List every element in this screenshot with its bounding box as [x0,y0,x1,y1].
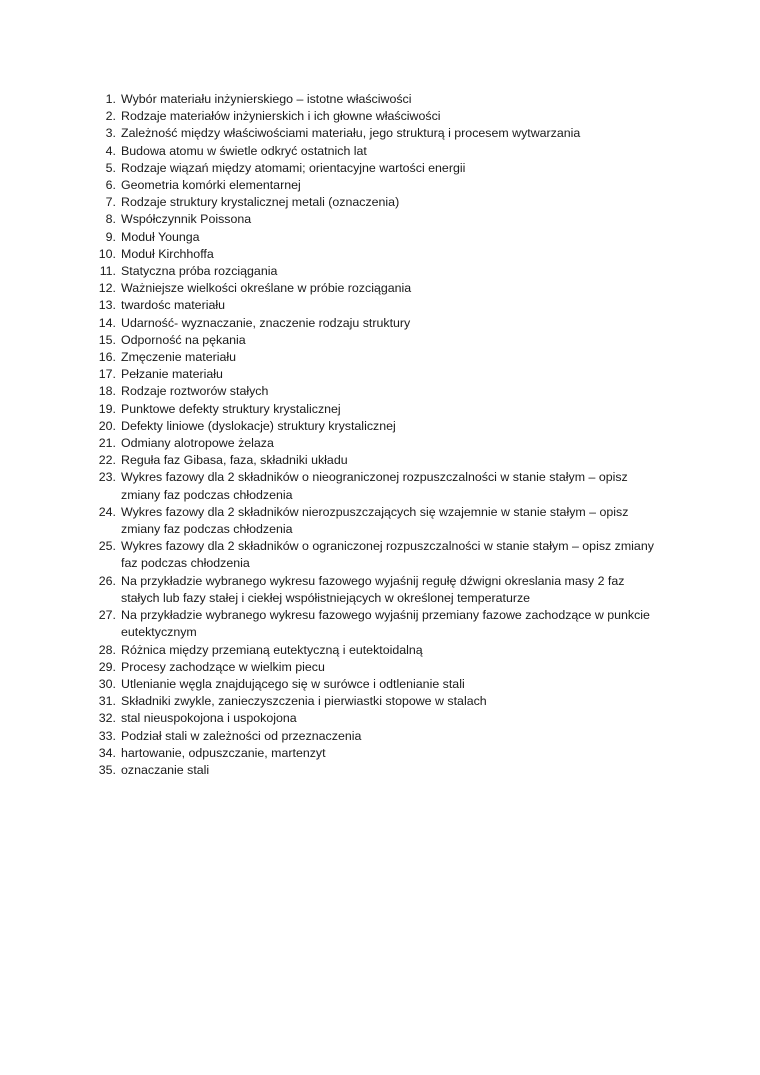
item-number: 22. [98,453,116,468]
item-text: Moduł Kirchhoffa [121,246,214,261]
list-item [94,418,654,435]
item-number: 1. [105,92,116,106]
item-text: Rodzaje wiązań między atomami; orientacyjne wartości energii [121,160,466,175]
item-text: Reguła faz Gibasa, faza, składniki układu [121,453,348,468]
item-number: 24. [98,504,116,519]
item-text: Defekty liniowe (dyslokacje) struktury krystalicznej [121,418,396,433]
list-item [94,659,654,676]
list-item [94,91,654,108]
item-number: 16. [98,350,116,365]
item-number: 13. [98,298,116,313]
list-item [94,642,654,659]
item-text: hartowanie, odpuszczanie, martenzyt [121,745,326,760]
list-item [94,211,654,228]
list-item [94,762,654,779]
item-number: 4. [105,143,116,158]
item-text: Rodzaje roztworów stałych [121,384,269,399]
list-item [94,229,654,246]
item-text: oznaczanie stali [121,762,210,777]
topic-list [94,91,654,779]
item-text: Geometria komórki elementarnej [121,178,301,193]
list-item [94,108,654,125]
list-item [94,194,654,211]
list-item [94,401,654,418]
item-number: 30. [98,676,116,691]
item-text: Utlenianie węgla znajdującego się w surówce i odtlenianie stali [121,676,465,691]
item-number: 32. [98,711,116,726]
list-item [94,504,654,538]
item-number: 19. [98,401,116,416]
item-number: 9. [105,229,116,244]
item-text: Procesy zachodzące w wielkim piecu [121,659,325,674]
item-text: Wykres fazowy dla 2 składników o ograniczonej rozpuszczalności w stanie stałym – opisz zmiany faz podczas chłodzenia [121,539,654,571]
item-text: Budowa atomu w świetle odkryć ostatnich lat [121,143,367,158]
item-number: 11. [99,264,116,279]
item-text: Na przykładzie wybranego wykresu fazowego wyjaśnij regułę dźwigni okreslania masy 2 faz stałych lub fazy stałej i ciekłej współistniejących w określonej temperaturze [121,573,625,605]
list-item [94,676,654,693]
item-text: Podział stali w zależności od przeznaczenia [121,728,362,743]
list-item [94,693,654,710]
item-number: 17. [98,367,116,382]
item-text: Współczynnik Poissona [121,212,252,227]
item-text: Statyczna próba rozciągania [121,264,278,279]
list-item [94,246,654,263]
item-number: 7. [105,195,116,210]
list-item [94,745,654,762]
list-item [94,125,654,142]
list-item [94,349,654,366]
list-item [94,315,654,332]
item-number: 3. [105,126,116,141]
list-item [94,143,654,160]
item-text: Udarność- wyznaczanie, znaczenie rodzaju struktury [121,315,411,330]
item-number: 23. [98,470,116,485]
item-number: 14. [98,315,116,330]
item-text: Składniki zwykle, zanieczyszczenia i pierwiastki stopowe w stalach [121,694,487,709]
item-number: 2. [105,109,116,124]
item-number: 27. [98,608,116,623]
list-item [94,469,654,503]
item-number: 26. [98,573,116,588]
list-item [94,280,654,297]
list-item [94,710,654,727]
list-item [94,177,654,194]
item-text: Wykres fazowy dla 2 składników nierozpuszczających się wzajemnie w stanie stałym – opisz zmiany faz podczas chłodzenia [121,504,629,537]
item-text: Odporność na pękania [121,332,246,347]
item-text: Rodzaje materiałów inżynierskich i ich głowne właściwości [121,109,441,124]
list-item [94,383,654,400]
item-number: 31. [98,694,116,709]
item-number: 29. [98,659,116,674]
item-number: 21. [98,436,116,451]
list-item [94,332,654,349]
item-number: 18. [98,384,116,399]
item-text: stal nieuspokojona i uspokojona [121,711,297,726]
item-text: twardośc materiału [121,298,225,313]
list-item [94,538,654,572]
item-number: 28. [98,642,116,657]
item-number: 8. [105,212,116,227]
item-number: 33. [98,728,116,743]
list-item [94,452,654,469]
list-item [94,297,654,314]
list-item [94,160,654,177]
item-number: 10. [98,246,116,261]
item-text: Różnica między przemianą eutektyczną i eutektoidalną [121,642,423,657]
list-item [94,263,654,280]
item-number: 6. [105,178,116,193]
item-number: 25. [98,539,116,554]
item-text: Zmęczenie materiału [121,350,237,365]
item-number: 35. [98,762,116,777]
item-number: 5. [105,160,116,175]
list-item [94,435,654,452]
item-number: 34. [98,745,116,760]
item-text: Na przykładzie wybranego wykresu fazowego wyjaśnij przemiany fazowe zachodzące w punkcie eutektycznym [121,608,650,640]
item-text: Zależność między właściwościami materiału, jego strukturą i procesem wytwarzania [121,126,581,141]
item-text: Moduł Younga [121,229,200,244]
item-text: Wybór materiału inżynierskiego – istotne właściwości [121,92,412,106]
item-text: Ważniejsze wielkości określane w próbie rozciągania [121,281,412,296]
item-text: Odmiany alotropowe żelaza [121,436,274,451]
item-text: Wykres fazowy dla 2 składników o nieograniczonej rozpuszczalności w stanie stałym – opisz zmiany faz podczas chłodzenia [121,470,628,502]
list-item [94,728,654,745]
list-item [94,366,654,383]
item-number: 15. [98,332,116,347]
item-text: Punktowe defekty struktury krystalicznej [121,401,341,416]
item-text: Rodzaje struktury krystalicznej metali (oznaczenia) [121,195,400,210]
list-item [94,573,654,607]
item-text: Pełzanie materiału [121,367,223,382]
item-number: 20. [98,418,116,433]
list-item [94,607,654,641]
item-number: 12. [98,281,116,296]
